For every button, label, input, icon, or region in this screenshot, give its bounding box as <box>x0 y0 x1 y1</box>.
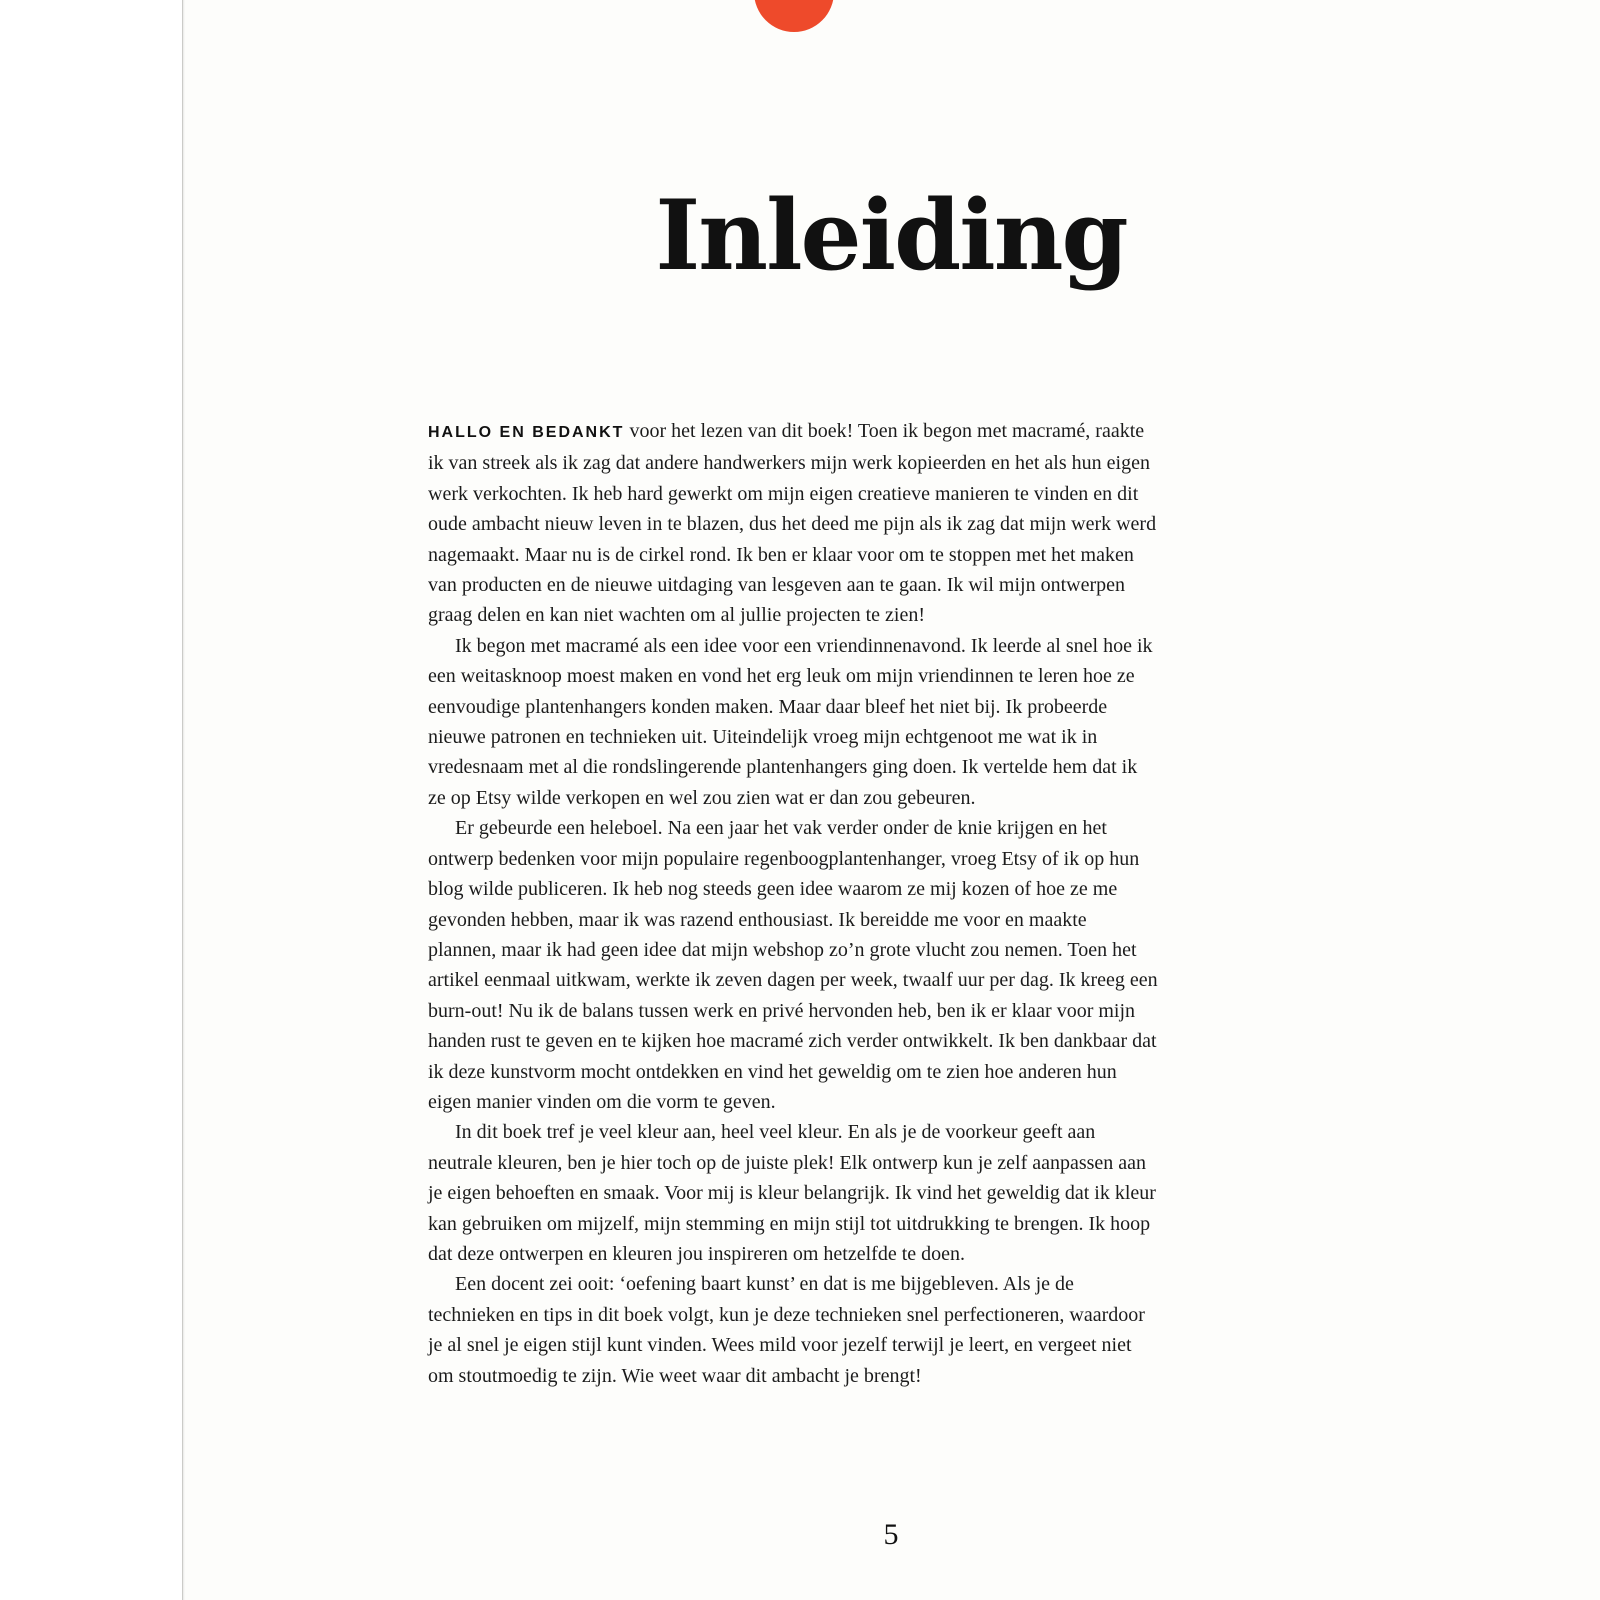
intro-paragraph-1 <box>428 416 1158 631</box>
intro-paragraph-2: Ik begon met macramé als een idee voor een vriendinnenavond. Ik leerde al snel hoe ik een weitasknoop moest maken en vond het erg leuk om mijn vriendinnen te leren hoe ze eenvoudige plantenhangers konden maken. Maar daar bleef het niet bij. Ik probeerde nieuwe patronen en technieken uit. Uiteindelijk vroeg mijn echtgenoot me wat ik in vredesnaam met al die rondslingerende plantenhangers ging doen. Ik vertelde hem dat ik ze op Etsy wilde verkopen en wel zou zien wat er dan zou gebeuren. <box>428 634 1153 809</box>
intro-paragraph-1-text: voor het lezen van dit boek! Toen ik begon met macramé, raakte ik van streek als ik zag dat andere handwerkers mijn werk kopieerden en het als hun eigen werk verkochten. Ik heb hard gewerkt om mijn eigen creatieve manieren te vinden en dit oude ambacht nieuw leven in te blazen, dus het deed me pijn als ik zag dat mijn werk werd nagemaakt. Maar nu is de cirkel rond. Ik ben er klaar voor om te stoppen met het maken van producten en de nieuwe uitdaging van lesgeven aan te gaan. Ik wil mijn ontwerpen graag delen en kan niet wachten om al jullie projecten te zien! <box>428 420 1157 627</box>
intro-body <box>428 416 1158 1391</box>
page-number: 5 <box>883 1518 899 1551</box>
page-title: Inleiding <box>655 179 1127 292</box>
lead-caps: HALLO EN BEDANKT <box>428 424 625 441</box>
intro-paragraph-5: Een docent zei ooit: ‘oefening baart kunst’ en dat is me bijgebleven. Als je de technieken en tips in dit boek volgt, kun je deze technieken snel perfectioneren, waardoor je al snel je eigen stijl kunt vinden. Wees mild voor jezelf terwijl je leert, en vergeet niet om stoutmoedig te zijn. Wie weet waar dit ambacht je brengt! <box>428 1273 1145 1387</box>
intro-paragraph-4: In dit boek tref je veel kleur aan, heel veel kleur. En als je de voorkeur geeft aan neutrale kleuren, ben je hier toch op de juiste plek! Elk ontwerp kun je zelf aanpassen aan je eigen behoeften en smaak. Voor mij is kleur belangrijk. Ik vind het geweldig dat ik kleur kan gebruiken om mijzelf, mijn stemming en mijn stijl tot uitdrukking te brengen. Ik hoop dat deze ontwerpen en kleuren jou inspireren om hetzelfde te doen. <box>428 1121 1156 1265</box>
intro-paragraph-3: Er gebeurde een heleboel. Na een jaar het vak verder onder de knie krijgen en het ontwerp bedenken voor mijn populaire regenboogplantenhanger, vroeg Etsy of ik op hun blog wilde publiceren. Ik heb nog steeds geen idee waarom ze mij kozen of hoe ze me gevonden hebben, maar ik was razend enthousiast. Ik bereidde me voor en maakte plannen, maar ik had geen idee dat mijn webshop zo’n grote vlucht zou nemen. Toen het artikel eenmaal uitkwam, werkte ik zeven dagen per week, twaalf uur per dag. Ik kreeg een burn-out! Nu ik de balans tussen werk en privé hervonden heb, ben ik er klaar voor mijn handen rust te geven en te kijken hoe macramé zich verder ontwikkelt. Ik ben dankbaar dat ik deze kunstvorm mocht ontdekken en vind het geweldig om te zien hoe anderen hun eigen manier vinden om die vorm te geven. <box>428 817 1158 1113</box>
